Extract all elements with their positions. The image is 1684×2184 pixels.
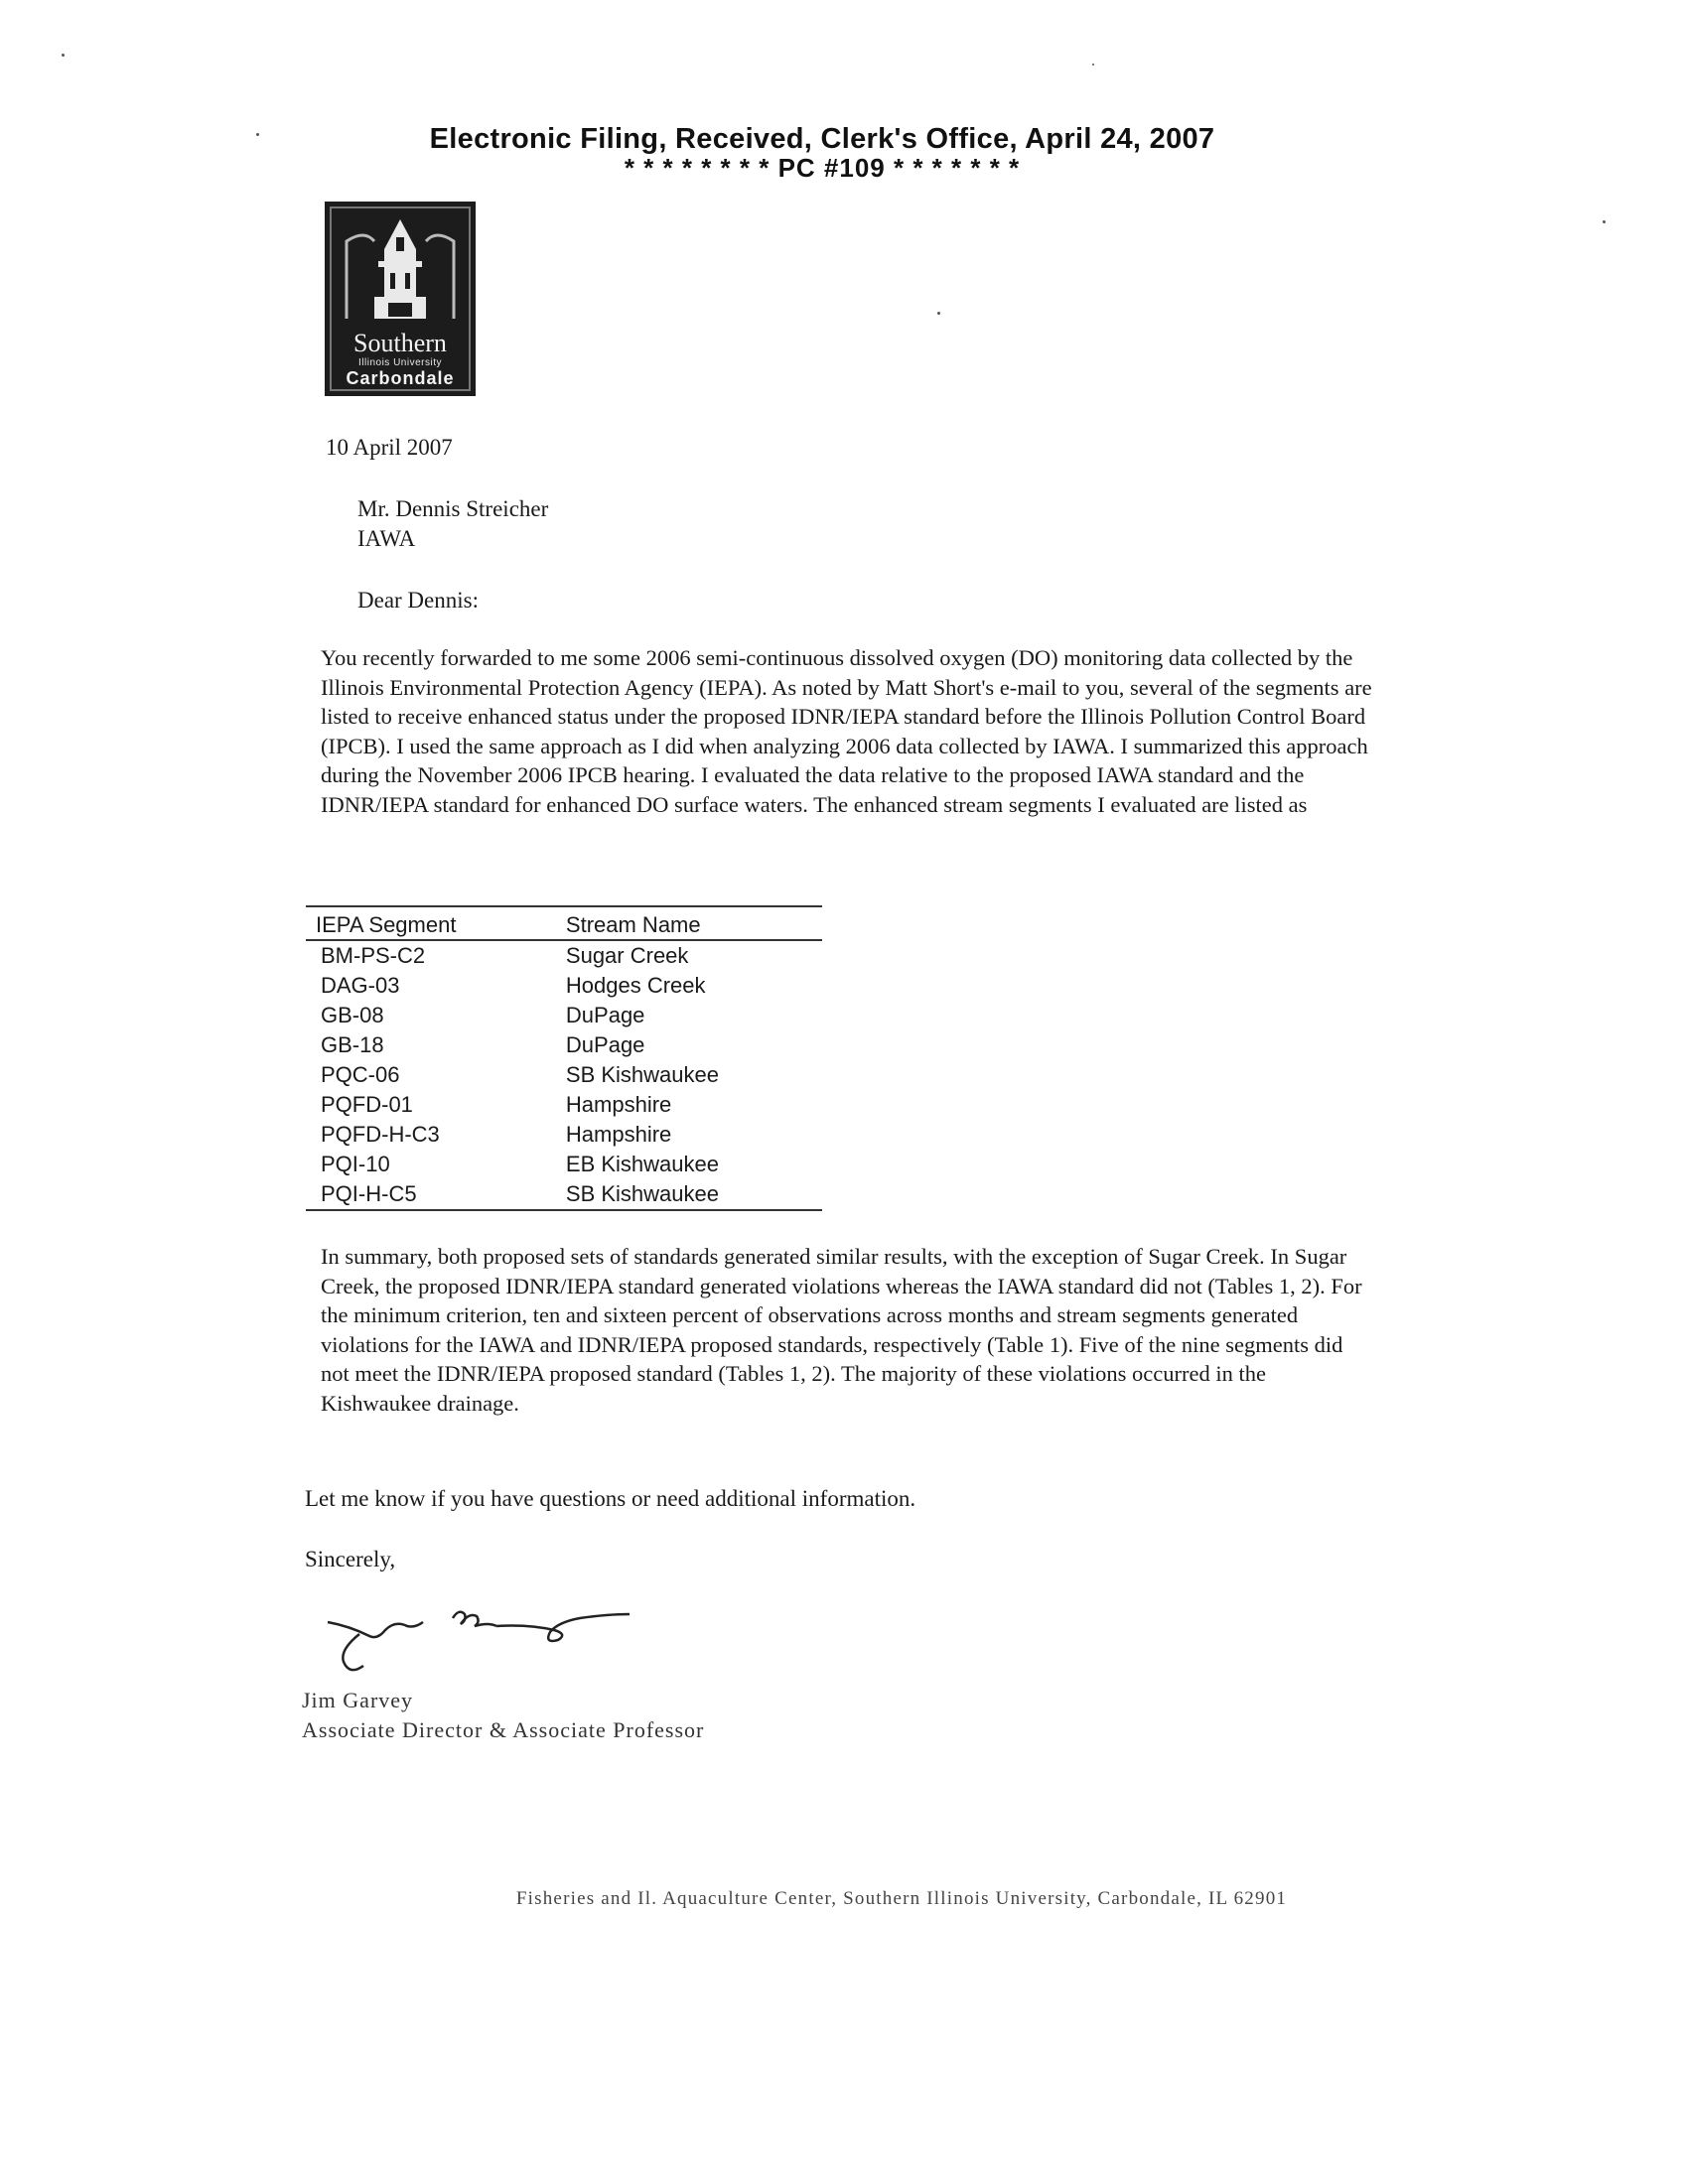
table-row xyxy=(306,1150,822,1179)
segment-cell: GB-08 xyxy=(321,1003,384,1027)
stream-cell: SB Kishwaukee xyxy=(565,1062,719,1087)
table-row xyxy=(306,1030,822,1060)
table-row xyxy=(306,1060,822,1090)
table-row xyxy=(306,940,822,971)
stream-cell: DuPage xyxy=(565,1032,645,1057)
table-row xyxy=(306,1179,822,1210)
segment-cell: BM-PS-C2 xyxy=(321,943,426,968)
logo-subtitle: Illinois University xyxy=(358,357,442,368)
table-row xyxy=(306,1090,822,1120)
stream-cell: Hampshire xyxy=(565,1122,672,1147)
table-row xyxy=(306,971,822,1001)
body-paragraph-2: In summary, both proposed sets of standards generated similar results, with the exception of Sugar Creek. In Sugar Creek, the proposed IDNR/IEPA standard generated violations whereas the IAWA standard did not (Tables 1, 2). For the minimum criterion, ten and sixteen percent of observations across months and stream segments generated violations for the IAWA and IDNR/IEPA proposed standards, respectively (Table 1). Five of the nine segments did not meet the IDNR/IEPA proposed standard (Tables 1, 2). The majority of these violations occurred in the Kishwaukee drainage. xyxy=(321,1244,1362,1416)
filing-stamp: Electronic Filing, Received, Clerk's Office, April 24, 2007 xyxy=(429,123,1215,155)
university-logo xyxy=(325,202,476,396)
body-paragraph-1: You recently forwarded to me some 2006 semi-continuous dissolved oxygen (DO) monitoring data collected by the Illinois Environmental Protection Agency (IEPA). As noted by Matt Short's e-mail to you, several of the segments are listed to receive enhanced status under the proposed IDNR/IEPA standard before the Illinois Pollution Control Board (IPCB). I used the same approach as I did when analyzing 2006 data collected by IAWA. I summarized this approach during the November 2006 IPCB hearing. I evaluated the data relative to the proposed IAWA standard and the IDNR/IEPA standard for enhanced DO surface waters. The enhanced stream segments I evaluated are listed as xyxy=(321,645,1372,817)
stream-cell: Hampshire xyxy=(565,1092,672,1117)
closing: Sincerely, xyxy=(305,1547,396,1571)
scan-speck xyxy=(937,312,940,315)
segment-cell: GB-18 xyxy=(321,1032,384,1057)
table-row xyxy=(306,1001,822,1030)
segment-cell: PQC-06 xyxy=(321,1062,400,1087)
header-iepa-segment: IEPA Segment xyxy=(306,906,546,940)
header-stream-name: Stream Name xyxy=(546,906,822,940)
salutation: Dear Dennis: xyxy=(357,588,479,613)
segment-cell: PQI-H-C5 xyxy=(306,1179,546,1210)
stream-cell: EB Kishwaukee xyxy=(565,1152,719,1176)
scan-speck xyxy=(256,133,259,136)
scan-speck xyxy=(1603,220,1606,223)
stream-cell: Sugar Creek xyxy=(565,943,689,968)
table-header-row xyxy=(306,906,822,940)
segment-cell: DAG-03 xyxy=(321,973,400,998)
segment-cell: PQI-10 xyxy=(321,1152,390,1176)
segment-table xyxy=(306,905,822,1211)
recipient-name: Mr. Dennis Streicher xyxy=(357,496,549,521)
signature xyxy=(320,1600,647,1680)
stream-cell: DuPage xyxy=(565,1003,645,1027)
table-row xyxy=(306,1120,822,1150)
segment-cell: PQFD-01 xyxy=(321,1092,413,1117)
scan-speck xyxy=(1092,64,1094,66)
letter-date: 10 April 2007 xyxy=(326,435,453,460)
logo-city: Carbondale xyxy=(346,368,455,388)
signer-title: Associate Director & Associate Professor xyxy=(302,1717,705,1742)
scan-speck xyxy=(62,54,65,57)
segment-cell: PQFD-H-C3 xyxy=(321,1122,440,1147)
stream-cell: Hodges Creek xyxy=(565,973,706,998)
pc-number: * * * * * * * * PC #109 * * * * * * * xyxy=(624,153,1021,183)
body-paragraph-3: Let me know if you have questions or need additional information. xyxy=(305,1486,916,1511)
signer-name: Jim Garvey xyxy=(302,1688,414,1712)
letterhead-footer: Fisheries and Il. Aquaculture Center, Southern Illinois University, Carbondale, IL 62901 xyxy=(515,1888,1288,1909)
stream-cell: SB Kishwaukee xyxy=(546,1179,822,1210)
recipient-organization: IAWA xyxy=(357,526,416,551)
logo-name: Southern xyxy=(353,329,447,357)
